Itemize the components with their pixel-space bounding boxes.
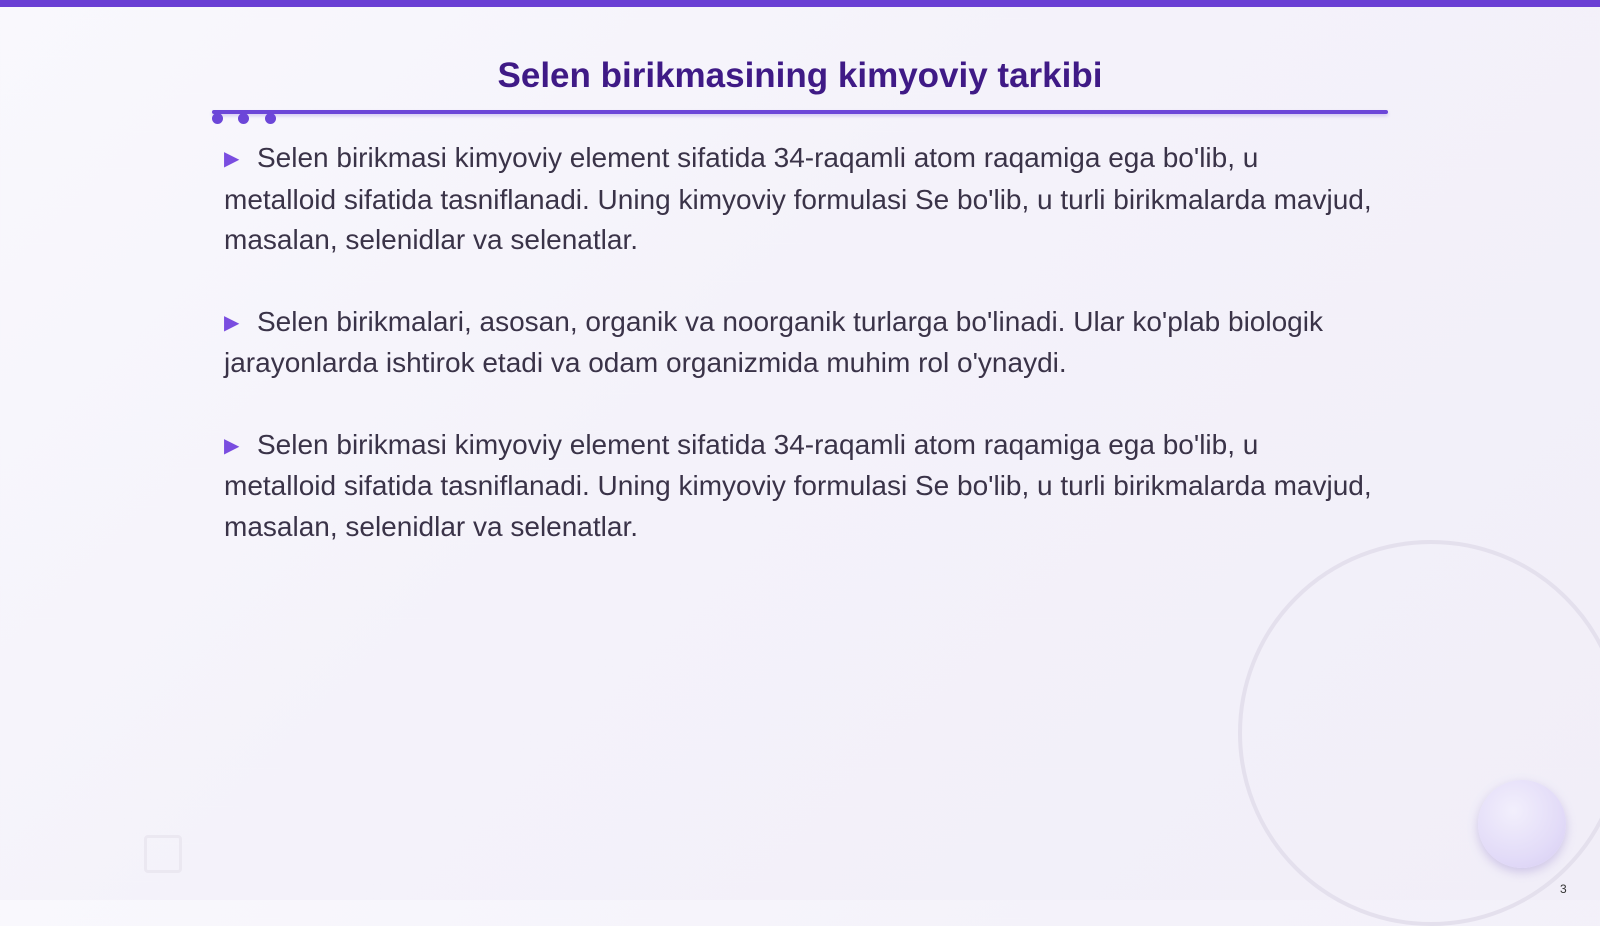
bullet-item [224, 138, 1374, 261]
decor-dot [238, 113, 249, 124]
decor-orb [1478, 780, 1566, 868]
top-accent-bar [0, 0, 1600, 7]
decor-circle-outline [1238, 540, 1600, 926]
bullet-list [224, 138, 1374, 588]
bullet-item [224, 425, 1374, 548]
decor-square-outline [144, 835, 182, 873]
decor-dot [265, 113, 276, 124]
bullet-item [224, 302, 1374, 384]
title-underline [212, 110, 1388, 114]
triangle-right-icon: ▶ [224, 148, 240, 170]
decor-dot [212, 113, 223, 124]
bullet-text: Selen birikmasi kimyoviy element sifatida 34-raqamli atom raqamiga ega bo'lib, u metalloid sifatida tasniflanadi. Uning kimyoviy formulasi Se bo'lib, u turli birikmalarda mavjud, masalan, selenidlar va selenatlar. [224, 142, 1372, 255]
bullet-text: Selen birikmasi kimyoviy element sifatida 34-raqamli atom raqamiga ega bo'lib, u metalloid sifatida tasniflanadi. Uning kimyoviy formulasi Se bo'lib, u turli birikmalarda mavjud, masalan, selenidlar va selenatlar. [224, 428, 1372, 542]
bullet-text: Selen birikmalari, asosan, organik va noorganik turlarga bo'linadi. Ular ko'plab biologik jarayonlarda ishtirok etadi va odam organizmida muhim rol o'ynaydi. [224, 305, 1323, 378]
triangle-right-icon: ▶ [224, 434, 240, 457]
triangle-right-icon: ▶ [224, 311, 240, 334]
page-number: 3 [1560, 882, 1567, 896]
slide-title: Selen birikmasining kimyoviy tarkibi [497, 56, 1103, 95]
